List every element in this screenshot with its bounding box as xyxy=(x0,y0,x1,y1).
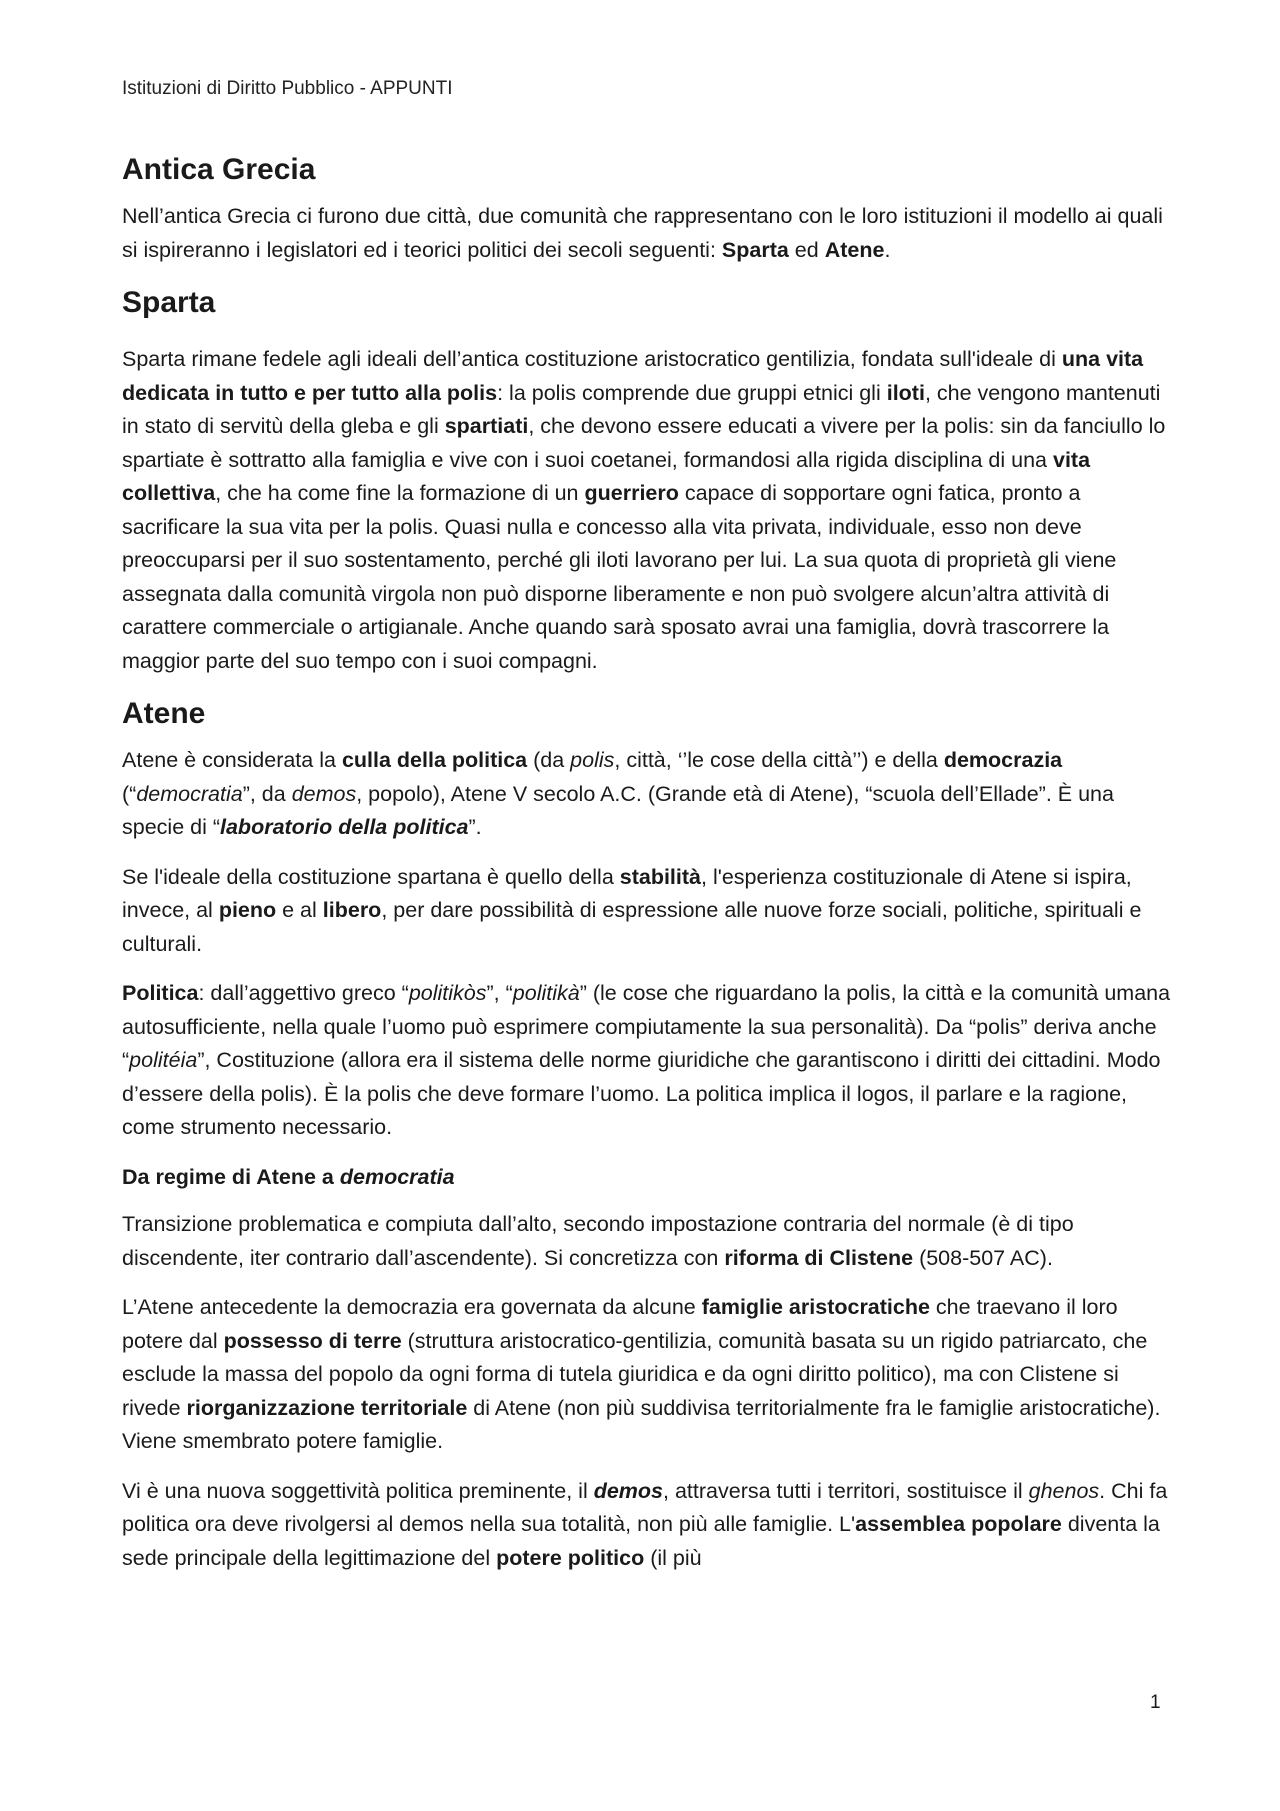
paragraph-sparta: Sparta rimane fedele agli ideali dell’antica costituzione aristocratico gentilizia, fondata sull'ideale di una vita dedicata in tutto e per tutto alla polis: la polis comprende due gruppi etnici gli iloti, che vengono mantenuti in stato di servitù della gleba e gli spartiati, che devono essere educati a vivere per la polis: sin da fanciullo lo spartiate è sottratto alla famiglia e vive con i suoi coetanei, formandosi alla rigida disciplina di una vita collettiva, che ha come fine la formazione di un guerriero capace di sopportare ogni fatica, pronto a sacrificare la sua vita per la polis. Quasi nulla e concesso alla vita privata, individuale, esso non deve preoccuparsi per il suo sostentamento, perché gli iloti lavorano per lui. La sua quota di proprietà gli viene assegnata dalla comunità virgola non può disporne liberamente e non può svolgere alcun’altra attività di carattere commerciale o artigianale. Anche quando sarà sposato avrai una famiglia, dovrà trascorrere la maggior parte del suo tempo con i suoi compagni. xyxy=(122,347,1166,673)
document-body xyxy=(122,150,1172,1591)
paragraph-transizione: Transizione problematica e compiuta dall’alto, secondo impostazione contraria del normale (è di tipo discendente, iter contrario dall’ascendente). Si concretizza con riforma di Clistene (508-507 AC). xyxy=(122,1212,1074,1270)
paragraph-grecia-intro: Nell’antica Grecia ci furono due città, due comunità che rappresentano con le loro istituzioni il modello ai quali si ispireranno i legislatori ed i teorici politici dei secoli seguenti: Sparta ed Atene. xyxy=(122,204,1163,262)
page-number: 1 xyxy=(1150,1692,1161,1713)
paragraph-demos: Vi è una nuova soggettività politica preminente, il demos, attraversa tutti i territori, sostituisce il ghenos. Chi fa politica ora deve rivolgersi al demos nella sua totalità, non più alle famiglie. L'assemblea popolare diventa la sede principale della legittimazione del potere politico (il più xyxy=(122,1478,1168,1570)
subheading-regime-democratia: Da regime di Atene a democratia xyxy=(122,1164,455,1189)
heading-antica-grecia: Antica Grecia xyxy=(122,153,316,186)
paragraph-politica-definition: Politica: dall’aggettivo greco “politikòs”, “politikà” (le cose che riguardano la polis, la città e la comunità umana autosufficiente, nella quale l’uomo può esprimere compiutamente la sua personalità). Da “polis” deriva anche “politéia”, Costituzione (allora era il sistema delle norme giuridiche che garantiscono i diritti dei cittadini. Modo d’essere della polis). È la polis che deve formare l’uomo. La politica implica il logos, il parlare e la ragione, come strumento necessario. xyxy=(122,981,1171,1139)
paragraph-atene-stabilita: Se l'ideale della costituzione spartana è quello della stabilità, l'esperienza costituzionale di Atene si ispira, invece, al pieno e al libero, per dare possibilità di espressione alle nuove forze sociali, politiche, spirituali e culturali. xyxy=(122,864,1142,956)
paragraph-atene-culla: Atene è considerata la culla della politica (da polis, città, ‘’le cose della città’’) e della democrazia (“democratia”, da demos, popolo), Atene V secolo A.C. (Grande età di Atene), “scuola dell’Ellade”. È una specie di “laboratorio della politica”. xyxy=(122,748,1114,839)
page-header: Istituzioni di Diritto Pubblico - APPUNTI xyxy=(122,78,453,99)
paragraph-atene-antecedente: L’Atene antecedente la democrazia era governata da alcune famiglie aristocratiche che traevano il loro potere dal possesso di terre (struttura aristocratico-gentilizia, comunità basata su un rigido patriarcato, che esclude la massa del popolo da ogni forma di tutela giuridica e da ogni diritto politico), ma con Clistene si rivede riorganizzazione territoriale di Atene (non più suddivisa territorialmente fra le famiglie aristocratiche). Viene smembrato potere famiglie. xyxy=(122,1295,1161,1453)
heading-sparta: Sparta xyxy=(122,286,216,319)
heading-atene: Atene xyxy=(122,697,206,730)
